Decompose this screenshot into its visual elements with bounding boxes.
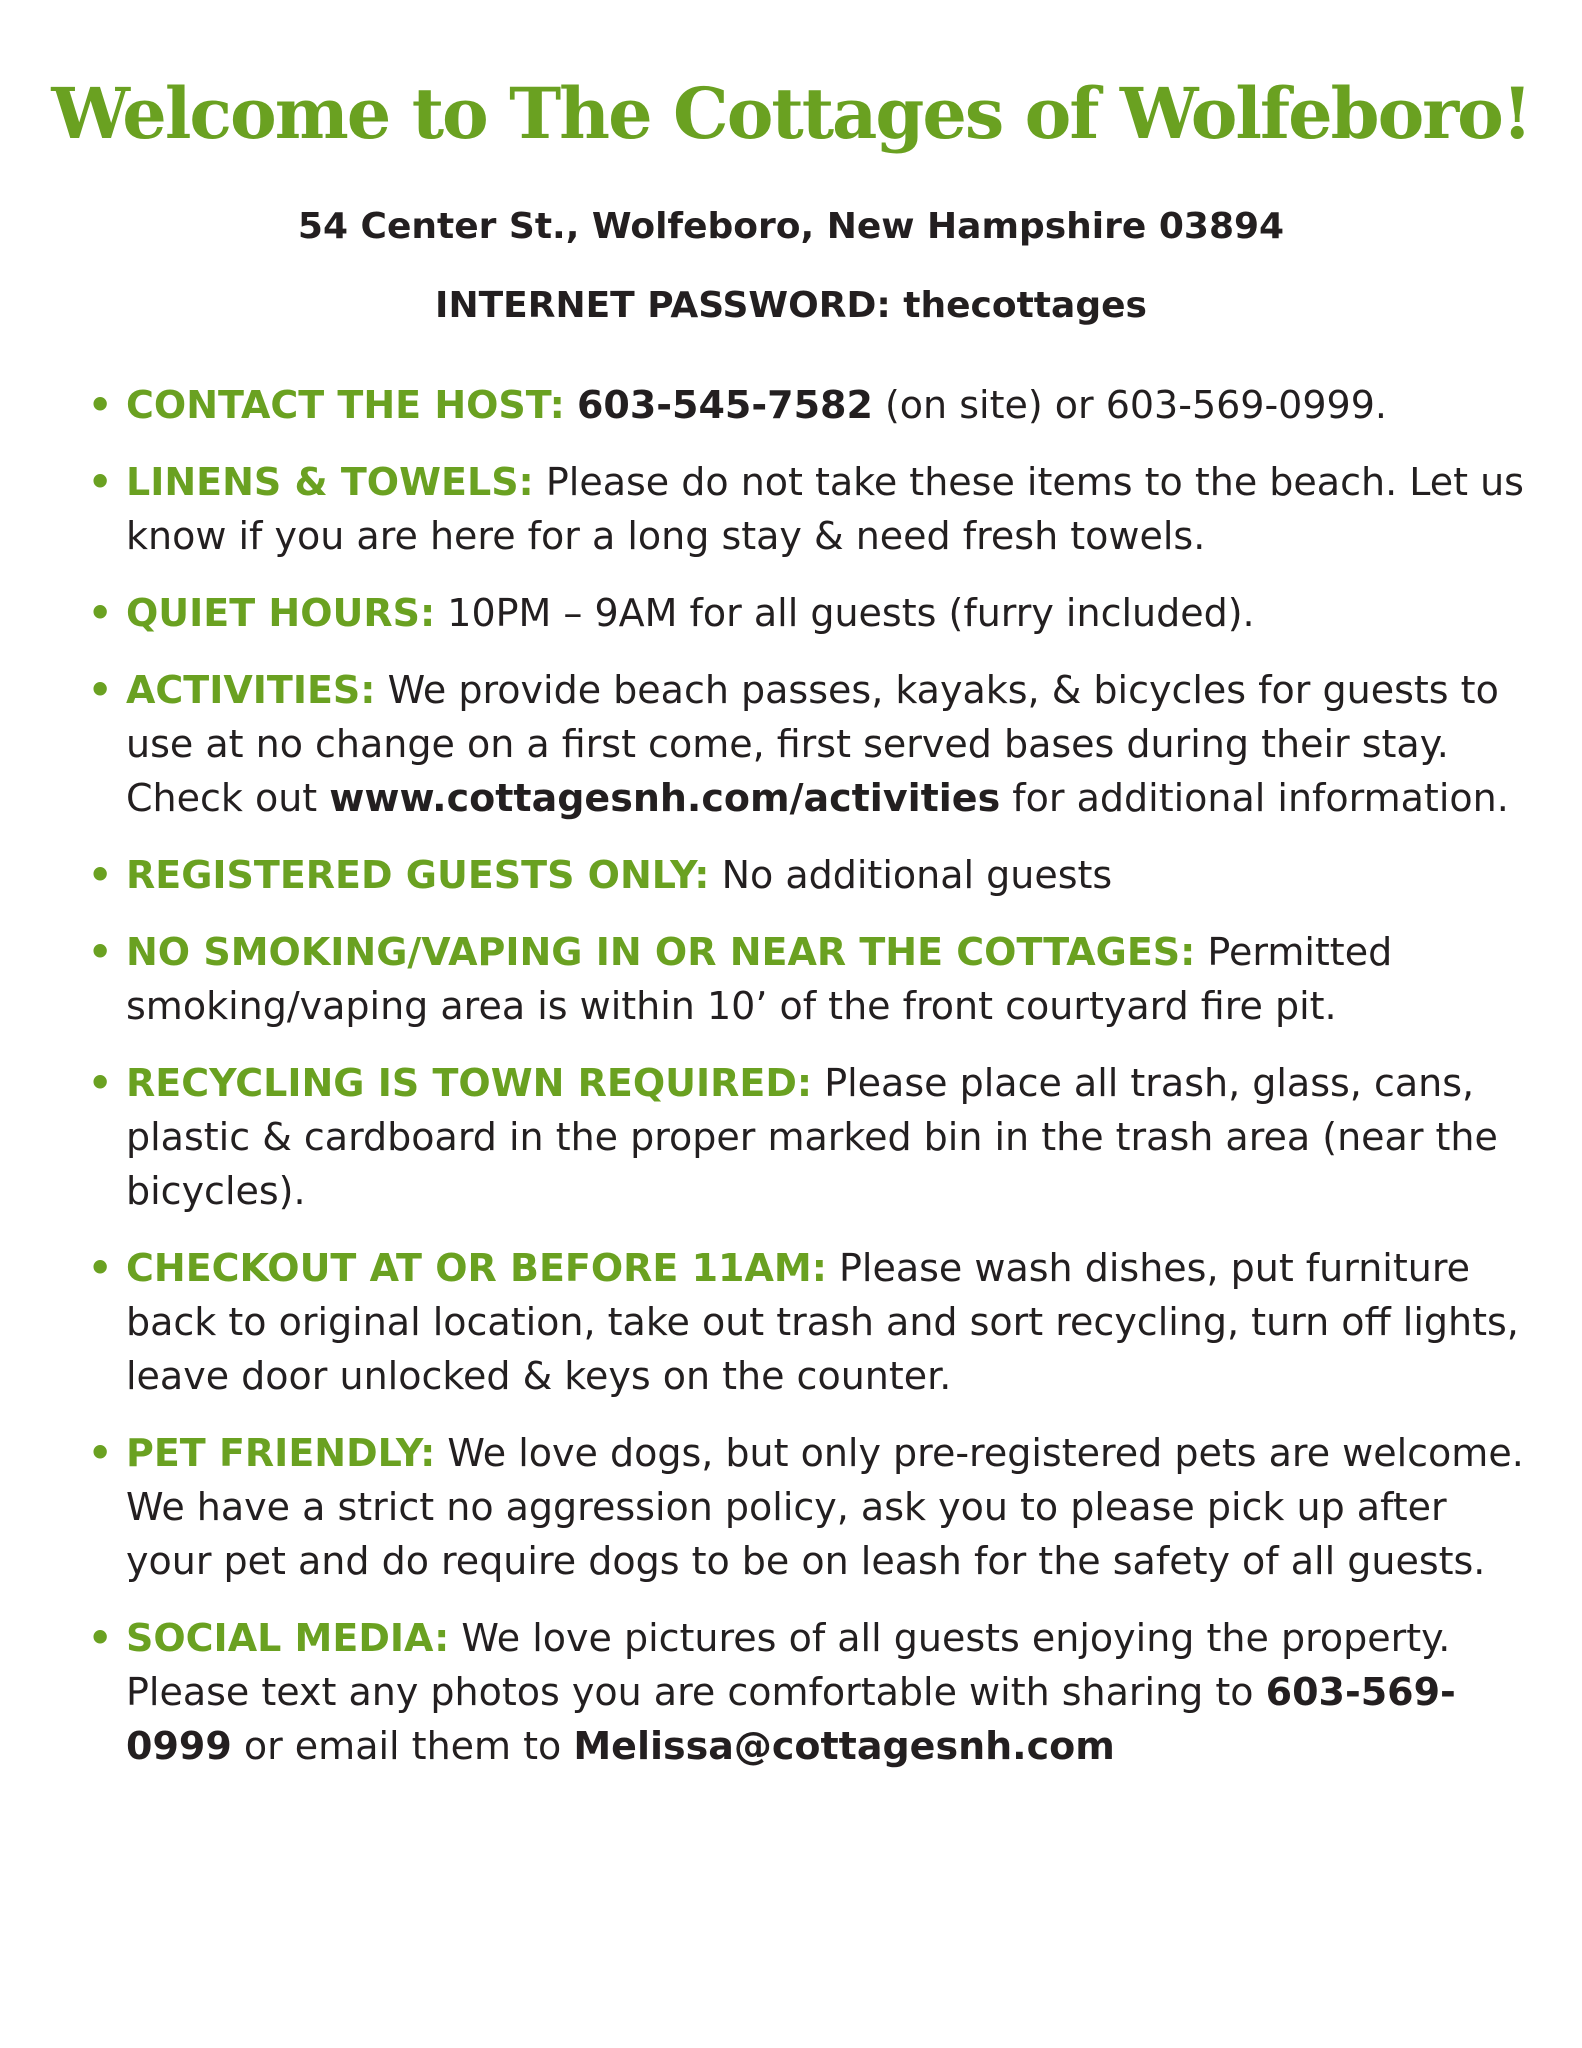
rule-text: for additional information. bbox=[1000, 776, 1509, 820]
bullet-icon: • bbox=[88, 383, 113, 427]
page-title: Welcome to The Cottages of Wolfeboro! bbox=[51, 72, 1531, 155]
rule-recycling bbox=[88, 1056, 1528, 1218]
rule-text: We provide beach passes, kayaks, & bicycles for guests to use at no change on a first come, first served bases during their stay. Check out bbox=[126, 668, 1499, 820]
rule-contact-host bbox=[88, 378, 1528, 432]
internet-password: INTERNET PASSWORD: thecottages bbox=[435, 285, 1147, 326]
bullet-icon: • bbox=[88, 668, 113, 712]
rule-text: We love dogs, but only pre-registered pets are welcome. We have a strict no aggression policy, ask you to please pick up after your pet and do require dogs to be on leash for the safety of all guests. bbox=[126, 1431, 1524, 1583]
rule-label: LINENS & TOWELS: bbox=[126, 460, 534, 504]
rule-text: 10PM – 9AM for all guests (furry included). bbox=[435, 591, 1255, 635]
bullet-icon: • bbox=[88, 1431, 113, 1475]
bullet-icon: • bbox=[88, 460, 113, 504]
rule-activities bbox=[88, 663, 1528, 825]
rule-label: RECYCLING IS TOWN REQUIRED: bbox=[126, 1061, 813, 1105]
rule-label: QUIET HOURS: bbox=[126, 591, 436, 635]
rule-registered-guests bbox=[88, 848, 1528, 902]
rule-label: CONTACT THE HOST: bbox=[126, 383, 565, 427]
bullet-icon: • bbox=[88, 853, 113, 897]
rule-text: Permitted smoking/vaping area is within 10’ of the front courtyard fire pit. bbox=[126, 930, 1393, 1028]
rule-label: CHECKOUT AT OR BEFORE 11AM: bbox=[126, 1246, 827, 1290]
rule-label: REGISTERED GUESTS ONLY: bbox=[126, 853, 710, 897]
social-phone[interactable]: 603-569-0999 bbox=[126, 1670, 1456, 1768]
activities-link[interactable]: www.cottagesnh.com/activities bbox=[329, 776, 1001, 820]
rule-text: Please wash dishes, put furniture back to original location, take out trash and sort recycling, turn off lights, leave door unlocked & keys on the counter. bbox=[126, 1246, 1519, 1398]
rule-pet-friendly bbox=[88, 1426, 1528, 1588]
bullet-icon: • bbox=[88, 930, 113, 974]
host-phone-onsite[interactable]: 603-545-7582 bbox=[576, 383, 873, 427]
bullet-icon: • bbox=[88, 1616, 113, 1660]
bullet-icon: • bbox=[88, 1061, 113, 1105]
rule-text: Please do not take these items to the beach. Let us know if you are here for a long stay & need fresh towels. bbox=[126, 460, 1524, 558]
rule-label: SOCIAL MEDIA: bbox=[126, 1616, 450, 1660]
rule-no-smoking bbox=[88, 925, 1528, 1033]
rule-text: No additional guests bbox=[709, 853, 1113, 897]
social-email[interactable]: Melissa@cottagesnh.com bbox=[573, 1724, 1115, 1768]
rule-linens-towels bbox=[88, 455, 1528, 563]
address: 54 Center St., Wolfeboro, New Hampshire 03894 bbox=[297, 206, 1285, 247]
bullet-icon: • bbox=[88, 1246, 113, 1290]
rule-label: NO SMOKING/VAPING IN OR NEAR THE COTTAGES: bbox=[126, 930, 1196, 974]
rule-label: ACTIVITIES: bbox=[126, 668, 376, 712]
rule-label: PET FRIENDLY: bbox=[126, 1431, 436, 1475]
rule-checkout bbox=[88, 1241, 1528, 1403]
rule-quiet-hours bbox=[88, 586, 1528, 640]
rule-text: or email them to bbox=[231, 1724, 574, 1768]
bullet-icon: • bbox=[88, 591, 113, 635]
rule-text: (on site) or 603-569-0999. bbox=[872, 383, 1387, 427]
rule-text: Please place all trash, glass, cans, plastic & cardboard in the proper marked bin in the trash area (near the bicycles). bbox=[126, 1061, 1498, 1213]
rule-text: We love pictures of all guests enjoying the property. Please text any photos you are comfortable with sharing to bbox=[126, 1616, 1451, 1714]
house-rules-list bbox=[88, 378, 1528, 1796]
rule-social-media bbox=[88, 1611, 1528, 1773]
